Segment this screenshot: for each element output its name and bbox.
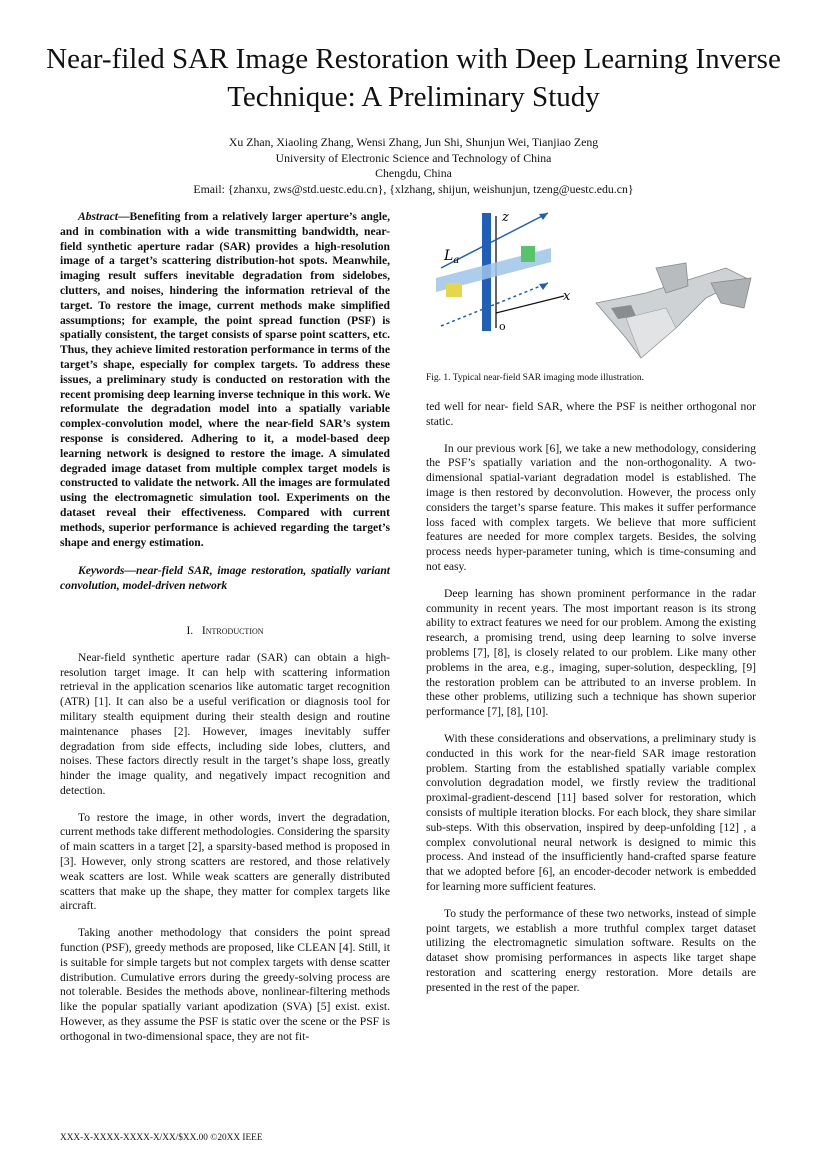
paragraph: Taking another methodology that considers the point spread function (PSF), greedy methods are proposed, like CLEAN [4]. Still, it is suitable for simple targets but not complex targets with dense scatter distribution. Cumulative errors during the greedy-solving process are not tolerable. Besides the methods above, nonlinear-filtering methods like the popular spatially variant apodization (SVA) [5] exist. exist. However, as they assume the PSF is static over the scene or the PSF is orthogonal in two-dimensional space, they are not fit- <box>60 926 390 1043</box>
keywords: Keywords—near-field SAR, image restoration, spatially variant convolution, model-driven network <box>60 564 390 593</box>
antenna-block <box>446 283 462 297</box>
z-axis-label: z <box>502 210 509 225</box>
left-body <box>60 651 390 1045</box>
right-column <box>426 400 756 1007</box>
abstract <box>60 210 390 550</box>
figure-caption: Fig. 1. Typical near-field SAR imaging mode illustration. <box>426 373 644 383</box>
paragraph: Near-field synthetic aperture radar (SAR) can obtain a high-resolution target image. It can help with scattering information retrieval in the application scenarios like automatic target recognition (ATR) [1]. It can also be a useful verification or diagnosis tool for military stealth equipment during their stealth design and routine maintenance phases [2]. However, images inevitably suffer degradation from side effects, including side lobes, clutters, and noises. These factors directly result in the target’s shape loss, greatly hinder the image quality, and negatively impact recognition and detection. <box>60 650 390 797</box>
figure-1 <box>426 208 756 373</box>
abstract-label: Abstract <box>78 210 118 223</box>
left-column <box>60 210 390 1057</box>
paragraph: With these considerations and observations, a preliminary study is conducted in this work for the near-field SAR image restoration problem. Starting from the established spatially variable complex convolution degradation model, we firstly review the traditional proximal-gradient-descend [11] based solver for restoration, which consists of multiple iteration blocks. For each block, they share similar sub-steps. With this observation, inspired by deep-unfolding [12] , a complex convolutional neural network is designed to mimic this process. And instead of the insufficiently hand-crafted sparse feature that we adopted before [6], an encoder-decoder network is embedded for learning more sufficient features. <box>426 731 756 893</box>
right-body <box>426 400 756 995</box>
author-affiliation: University of Electronic Science and Technology of China <box>275 150 552 165</box>
section-number: I. <box>186 623 194 637</box>
section-title: Introduction <box>201 623 264 637</box>
abstract-text: —Benefiting from a relatively larger aperture’s angle, and in combination with a wide transmitting bandwidth, near-field synthetic aperture radar (SAR) provides a high-resolution image of a target’s scattering distribution-hot spots. Meanwhile, imaging result suffers inevitable degradation from sidelobes, clutters, and noises, hindering the information retrieval of the target. To restore the image, current methods make simplified assumptions; for example, the point spread function (PSF) is spatially consistent, the target consists of sparse point scatters, etc. Thus, they achieve limited restoration performance in terms of the target’s shape, especially for complex targets. To address these issues, a preliminary study is conducted on restoration with the recent promising deep learning inverse technique in this work. We reformulate the degradation model into a spatially variable complex-convolution model, where the near-field SAR’s system response is considered. Adhering to it, a model-based deep learning network is designed to restore the image. A simulated degraded image dataset from multiple complex target models is constructed to validate the network. All the images are formulated using the electromagnetic simulation tool. Experiments on the dataset reveal their effectiveness. Compared with current methods, superior performance is achieved regarding the target’s shape and energy estimation. <box>60 210 390 549</box>
aperture-length-label: $L_a$ <box>444 248 460 266</box>
paragraph: ted well for near- field SAR, where the PSF is neither orthogonal nor static. <box>426 400 756 428</box>
aircraft-model <box>596 263 751 358</box>
author-city: Chengdu, China <box>375 166 452 180</box>
copyright-footer: XXX-X-XXXX-XXXX-X/XX/$XX.00 ©20XX IEEE <box>60 1133 263 1143</box>
section-heading <box>60 624 390 639</box>
paragraph: To study the performance of these two networks, instead of simple point targets, we establish a more truthful complex target dataset utilizing the electromagnetic simulation software. Results on the dataset show promising performances in aspects like target shape restoration and scattering energy restoration. More details are presented in the rest of the paper. <box>426 906 756 994</box>
paper-title: Near-filed SAR Image Restoration with Deep Learning Inverse Technique: A Preliminary Study <box>46 43 781 113</box>
x-axis <box>496 296 564 313</box>
paragraph: In our previous work [6], we take a new methodology, considering the PSF’s spatially variation and the non-orthogonality. A two-dimensional spatial-variant degradation model is established. The image is then restored by deconvolution. However, the process only considers the target’s sparse feature. This makes it suffer performance loss faced with complex targets. We believe that more sufficient features are needed for more complex targets. Besides, the solving process needs hyper-parameter tuning, which is time-consuming and not easy. <box>426 441 756 573</box>
antenna-block-2 <box>521 246 535 262</box>
x-axis-label: x <box>563 289 571 304</box>
paragraph: Deep learning has shown prominent performance in the radar community in recent years. The most important reason is its strong ability to extract features we need for our problem. Among the existing research, a promising trend, using deep learning to solve inverse problems [7], [8], is closely related to our problem. Like many other problems in the area, e.g., imaging, super-solution, despeckling, [9] the restoration problem can be attributed to an inverse problem. In these other problems, utilizing such a technique has shown superior performance [7], [8], [10]. <box>426 586 756 719</box>
paragraph: To restore the image, in other words, invert the degradation, current methods take different methodologies. Considering the sparsity of main scatters in a target [2], a sparsity-based method is proposed in [3]. However, only strong scatters are restored, and those relatively weak scatters are lost. While weak scatters are generally distributed scatters that make up the shape, they matter for complex targets like aircraft. <box>60 810 390 913</box>
figure-1-illustration <box>426 208 756 373</box>
author-block <box>40 135 787 197</box>
author-names: Xu Zhan, Xiaoling Zhang, Wensi Zhang, Jun Shi, Shunjun Wei, Tianjiao Zeng <box>228 135 599 149</box>
author-email: Email: {zhanxu, zws@std.uestc.edu.cn}, {xlzhang, shijun, weishunjun, tzeng@uestc.edu.cn} <box>193 181 634 196</box>
arrow-head <box>539 283 548 290</box>
origin-label: o <box>499 320 506 333</box>
